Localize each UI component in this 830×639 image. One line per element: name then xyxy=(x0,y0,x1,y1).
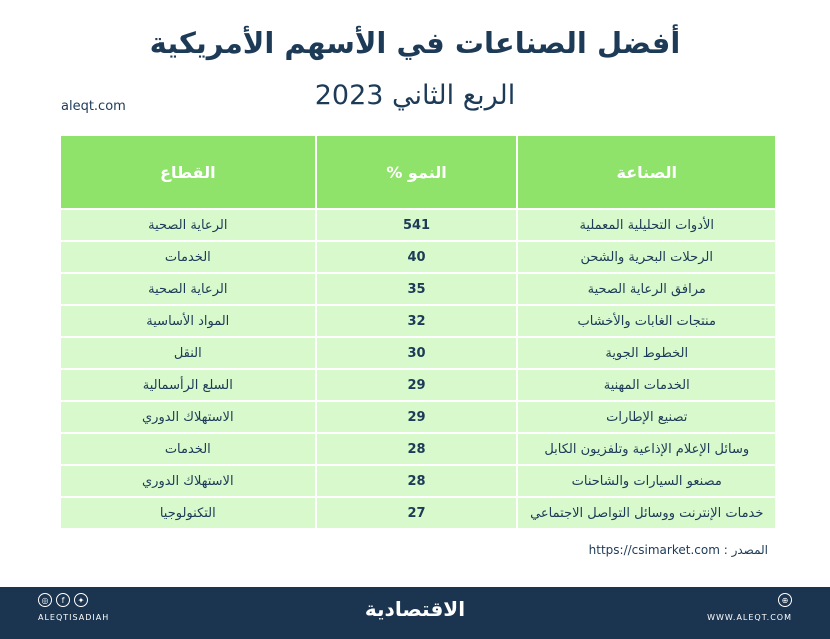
cell-sector: الاستهلاك الدوري xyxy=(142,473,234,489)
industries-table xyxy=(61,136,775,528)
cell-growth: 40 xyxy=(315,242,517,272)
facebook-icon[interactable]: f xyxy=(56,593,70,607)
cell-industry: الأدوات التحليلية المعملية xyxy=(516,210,775,240)
table-row xyxy=(61,498,775,528)
cell-industry: وسائل الإعلام الإذاعية وتلفزيون الكابل xyxy=(516,434,775,464)
table-body xyxy=(61,210,775,528)
cell-sector: الخدمات xyxy=(164,441,211,457)
cell-industry: الخطوط الجوية xyxy=(516,338,775,368)
brand-logo: الاقتصادية xyxy=(364,597,466,621)
table-row xyxy=(61,306,775,336)
footer-website-text[interactable]: WWW.ALEQT.COM xyxy=(707,613,792,622)
cell-growth: 32 xyxy=(315,306,517,336)
cell-industry: مرافق الرعاية الصحية xyxy=(516,274,775,304)
cell-industry: مصنعو السيارات والشاحنات xyxy=(516,466,775,496)
cell-sector: السلع الرأسمالية xyxy=(142,377,233,393)
cell-industry: تصنيع الإطارات xyxy=(516,402,775,432)
table-row xyxy=(61,370,775,400)
table-row xyxy=(61,402,775,432)
cell-sector: التكنولوجيا xyxy=(159,505,216,521)
column-header-sector: القطاع xyxy=(160,162,216,182)
table-row xyxy=(61,466,775,496)
footer-website xyxy=(707,593,792,622)
column-header-growth: النمو % xyxy=(315,136,517,208)
page-subtitle: الربع الثاني 2023 xyxy=(314,80,516,111)
cell-growth: 35 xyxy=(315,274,517,304)
cell-sector: الرعاية الصحية xyxy=(148,217,228,233)
cell-industry: خدمات الإنترنت ووسائل التواصل الاجتماعي xyxy=(516,498,775,528)
table-header xyxy=(61,136,775,208)
globe-icon[interactable]: ⊕ xyxy=(778,593,792,607)
table-row xyxy=(61,242,775,272)
cell-sector: الاستهلاك الدوري xyxy=(142,409,234,425)
cell-sector: النقل xyxy=(173,345,202,361)
cell-growth: 28 xyxy=(315,434,517,464)
cell-growth: 27 xyxy=(315,498,517,528)
table-row xyxy=(61,274,775,304)
cell-industry: الرحلات البحرية والشحن xyxy=(516,242,775,272)
footer-bar xyxy=(0,587,830,639)
cell-growth: 541 xyxy=(315,210,517,240)
cell-growth: 30 xyxy=(315,338,517,368)
table-row xyxy=(61,338,775,368)
cell-growth: 29 xyxy=(315,402,517,432)
twitter-icon[interactable]: ✦ xyxy=(74,593,88,607)
table-row xyxy=(61,434,775,464)
instagram-icon[interactable]: ◎ xyxy=(38,593,52,607)
cell-sector: المواد الأساسية xyxy=(146,313,230,329)
cell-industry: منتجات الغابات والأخشاب xyxy=(516,306,775,336)
footer-handle: ALEQTISADIAH xyxy=(38,613,110,622)
column-header-industry: الصناعة xyxy=(516,136,775,208)
cell-growth: 28 xyxy=(315,466,517,496)
cell-sector: الرعاية الصحية xyxy=(148,281,228,297)
cell-sector: الخدمات xyxy=(164,249,211,265)
source-note: المصدر : https://csimarket.com xyxy=(588,543,768,557)
page-title: أفضل الصناعات في الأسهم الأمريكية xyxy=(149,26,681,60)
site-link[interactable]: aleqt.com xyxy=(61,99,126,114)
cell-industry: الخدمات المهنية xyxy=(516,370,775,400)
cell-growth: 29 xyxy=(315,370,517,400)
table-row xyxy=(61,210,775,240)
